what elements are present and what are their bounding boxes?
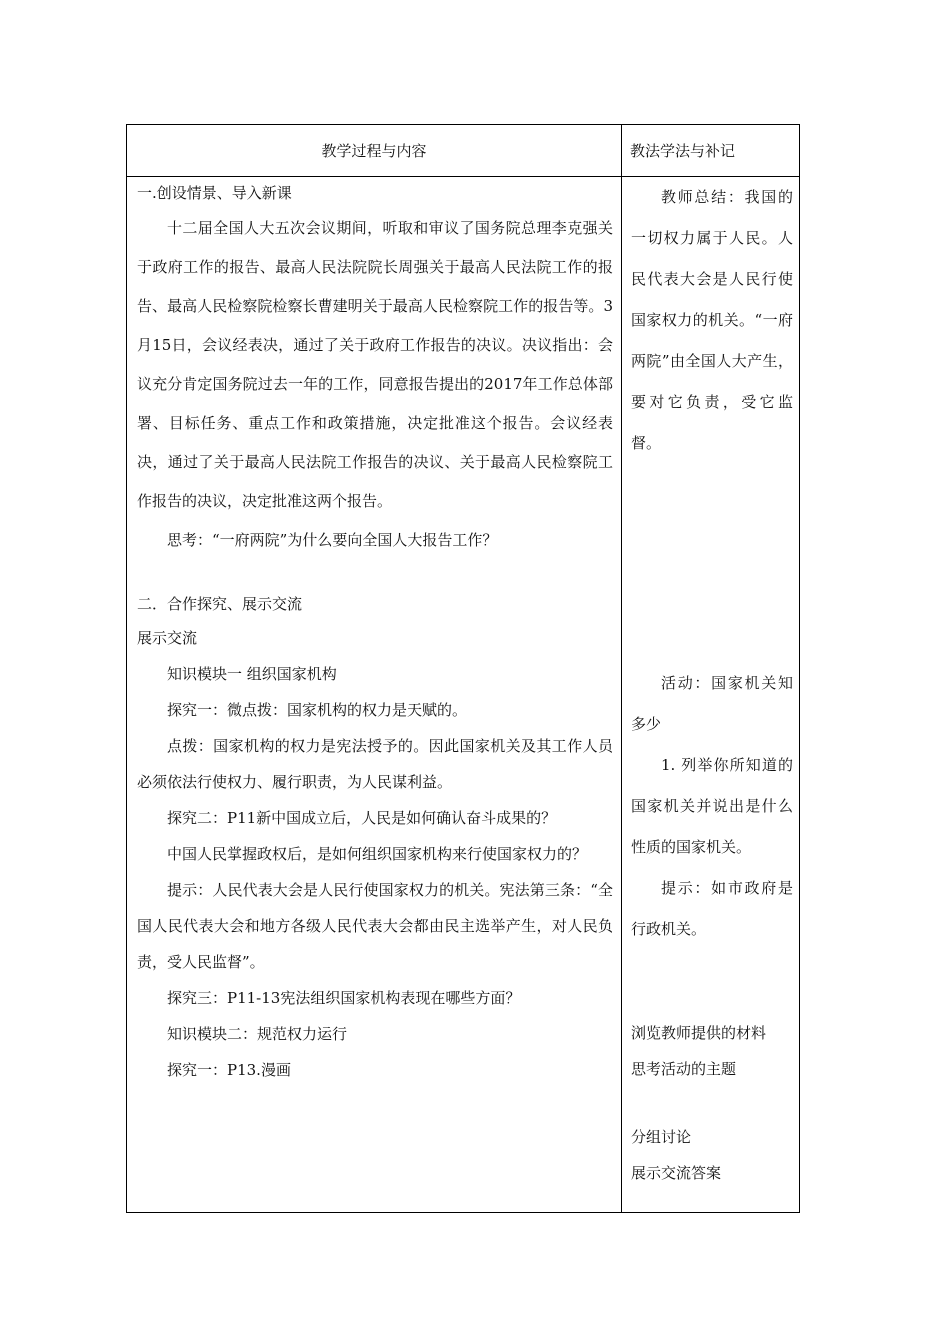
- question2: 中国人民掌握政权后，是如何组织国家机构来行使国家权力的？: [167, 845, 588, 863]
- activity-block: [631, 663, 793, 950]
- group-block: [631, 1119, 793, 1191]
- activity-hint: 提示：如市政府是行政机关。: [631, 879, 793, 938]
- explore3: 探究三：P11-13宪法组织国家机构表现在哪些方面？: [167, 989, 521, 1007]
- process-content-column: [137, 177, 613, 1088]
- explore2: 探究二：P11新中国成立后，人民是如何确认奋斗成果的？: [167, 809, 557, 827]
- teacher-summary: 教师总结：我国的一切权力属于人民。人民代表大会是人民行使国家权力的机关。“一府两院”由全国人大产生，要对它负责，受它监督。: [631, 188, 793, 452]
- column-divider: [621, 125, 622, 1212]
- group-line2: 展示交流答案: [631, 1164, 722, 1182]
- explore1: 探究一：微点拨：国家机构的权力是天赋的。: [167, 701, 468, 719]
- header-process-content: 教学过程与内容: [321, 142, 427, 160]
- section1-think: 思考：“一府两院”为什么要向全国人大报告工作？: [167, 531, 498, 549]
- section1-title: 一.创设情景、导入新课: [137, 184, 292, 202]
- lesson-table: [126, 124, 800, 1213]
- header-methods-notes: 教法学法与补记: [630, 142, 736, 160]
- hint1: 点拨：国家机构的权力是宪法授予的。因此国家机关及其工作人员必须依法行使权力、履行职责，为人民谋利益。: [137, 737, 613, 791]
- browse-line2: 思考活动的主题: [631, 1060, 737, 1078]
- module1-title: 知识模块一 组织国家机构: [167, 665, 337, 683]
- explore4: 探究一：P13.漫画: [167, 1061, 291, 1079]
- browse-block: [631, 1015, 793, 1087]
- section1-body: 十二届全国人大五次会议期间，听取和审议了国务院总理李克强关于政府工作的报告、最高人民法院院长周强关于最高人民法院工作的报告、最高人民检察院检察长曹建明关于最高人民检察院工作的报告等。3月15日，会议经表决，通过了关于政府工作报告的决议。决议指出：会议充分肯定国务院过去一年的工作，同意报告提出的2017年工作总体部署、目标任务、重点工作和政策措施，决定批准这个报告。会议经表决，通过了关于最高人民法院工作报告的决议、关于最高人民检察院工作报告的决议，决定批准这两个报告。: [137, 219, 613, 510]
- section2-subtitle: 展示交流: [137, 629, 198, 647]
- activity-item1: 1. 列举你所知道的国家机关并说出是什么性质的国家机关。: [631, 756, 793, 856]
- section2-title: 二．合作探究、展示交流: [137, 595, 303, 613]
- teacher-summary-block: [631, 177, 793, 464]
- group-line1: 分组讨论: [631, 1128, 692, 1146]
- activity-title: 活动：国家机关知多少: [631, 674, 793, 733]
- browse-line1: 浏览教师提供的材料: [631, 1024, 767, 1042]
- hint2: 提示：人民代表大会是人民行使国家权力的机关。宪法第三条：“全国人民代表大会和地方各级人民代表大会都由民主选举产生，对人民负责，受人民监督”。: [137, 881, 613, 971]
- module2-title: 知识模块二：规范权力运行: [167, 1025, 348, 1043]
